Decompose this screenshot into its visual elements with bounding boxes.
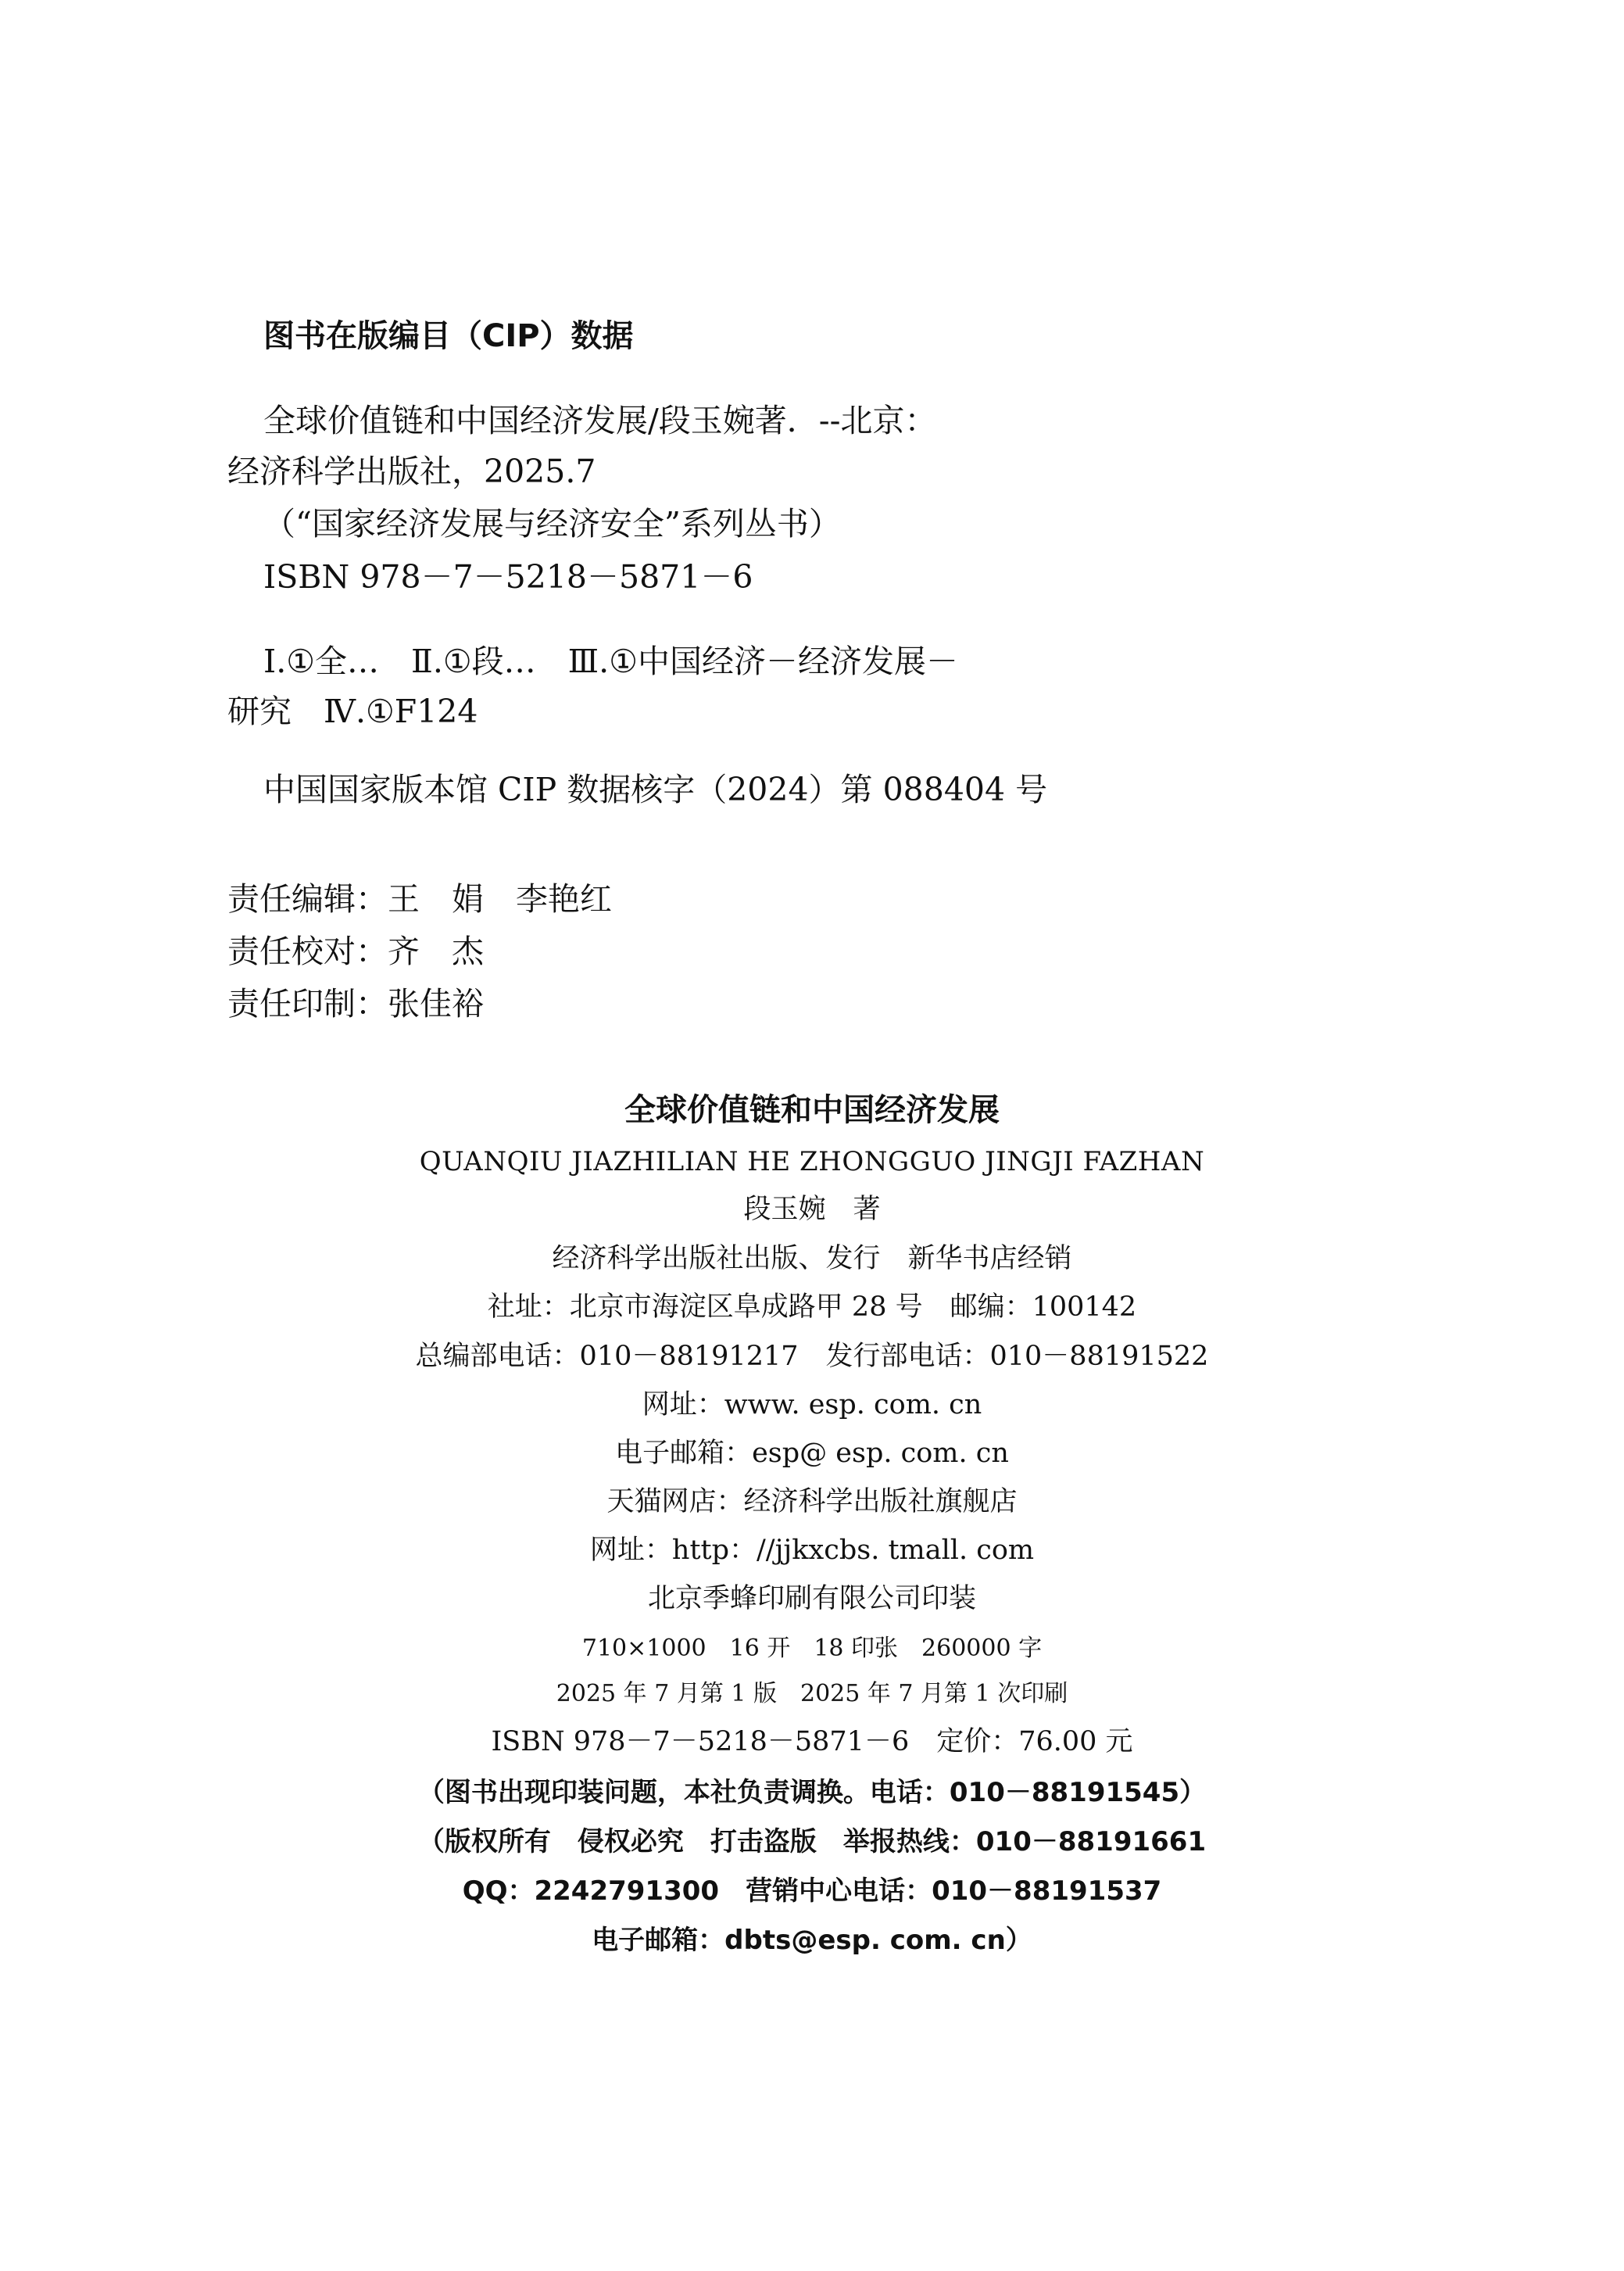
notice-email: 电子邮箱：dbts@esp. com. cn） (592, 1925, 1032, 1956)
cip-record-line-1: 全球价值链和中国经济发展/段玉婉著．--北京： (263, 402, 937, 439)
colophon-tmall-store: 天猫网店：经济科学出版社旗舰店 (606, 1486, 1018, 1517)
credit-proofreader: 责任校对：齐 杰 (227, 933, 484, 970)
colophon-tmall-url: 网址：http：//jjkxcbs. tmall. com (589, 1535, 1035, 1566)
colophon-phones: 总编部电话：010－88191217 发行部电话：010－88191522 (415, 1341, 1209, 1372)
colophon-address: 社址：北京市海淀区阜成路甲 28 号 邮编：100142 (487, 1291, 1137, 1323)
notice-qq: QQ：2242791300 营销中心电话：010－88191537 (462, 1875, 1162, 1907)
colophon-printer: 北京季蜂印刷有限公司印装 (647, 1583, 976, 1614)
cip-subject-line-1: Ⅰ.①全… Ⅱ.①段… Ⅲ.①中国经济－经济发展－ (263, 643, 958, 680)
cip-verification-number: 中国国家版本馆 CIP 数据核字（2024）第 088404 号 (263, 771, 1048, 808)
colophon-book-title: 全球价值链和中国经济发展 (624, 1092, 1000, 1128)
cip-heading: 图书在版编目（CIP）数据 (263, 318, 634, 354)
colophon-pinyin-title: QUANQIU JIAZHILIAN HE ZHONGGUO JINGJI FAZHAN (419, 1146, 1205, 1177)
credit-editor: 责任编辑：王 娟 李艳红 (227, 880, 612, 918)
colophon-website: 网址：www. esp. com. cn (642, 1389, 982, 1420)
colophon-isbn-price: ISBN 978－7－5218－5871－6 定价：76.00 元 (491, 1726, 1133, 1757)
notice-rights: （版权所有 侵权必究 打击盗版 举报热线：010－88191661 (417, 1826, 1207, 1857)
cip-isbn-line: ISBN 978－7－5218－5871－6 (263, 558, 753, 596)
cip-record-line-2: 经济科学出版社，2025.7 (227, 453, 596, 490)
colophon-email: 电子邮箱：esp@ esp. com. cn (615, 1438, 1009, 1469)
colophon-edition: 2025 年 7 月第 1 版 2025 年 7 月第 1 次印刷 (556, 1680, 1068, 1707)
notice-defect: （图书出现印装问题，本社负责调换。电话：010－88191545） (417, 1777, 1207, 1808)
colophon-specs: 710×1000 16 开 18 印张 260000 字 (581, 1635, 1043, 1662)
credit-print-supervisor: 责任印制：张佳裕 (227, 985, 484, 1023)
colophon-author: 段玉婉 著 (743, 1194, 881, 1225)
cip-subject-line-2: 研究 Ⅳ.①F124 (227, 693, 478, 730)
colophon-publisher: 经济科学出版社出版、发行 新华书店经销 (552, 1243, 1072, 1274)
cip-series-line: （“国家经济发展与经济安全”系列丛书） (263, 505, 841, 543)
